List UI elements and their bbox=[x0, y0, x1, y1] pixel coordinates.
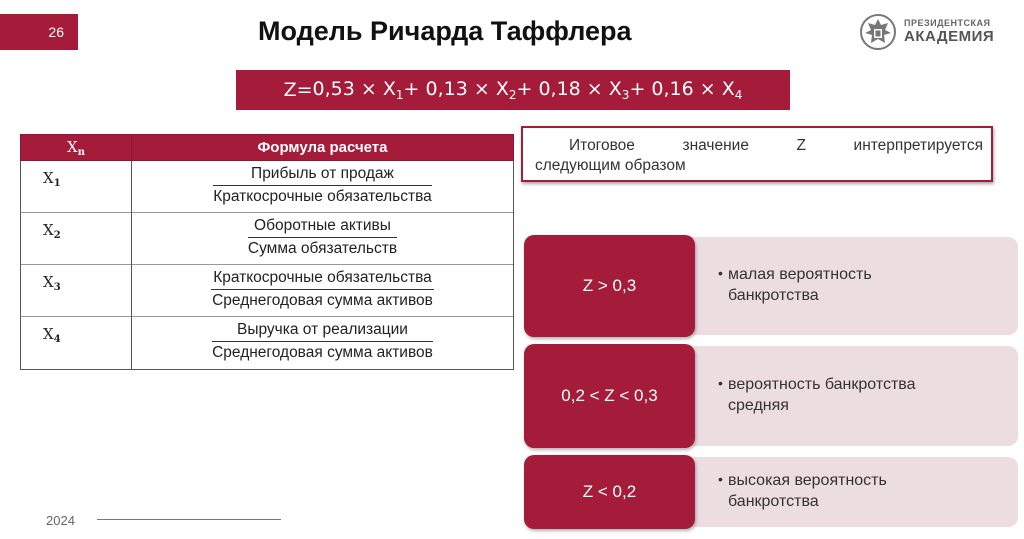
condition-label: Z < 0,2 bbox=[524, 455, 695, 529]
condition-meaning bbox=[690, 237, 1018, 335]
page-title: Модель Ричарда Таффлера bbox=[258, 16, 632, 46]
table-row bbox=[21, 317, 514, 370]
page-number: 26 bbox=[48, 24, 64, 40]
interpretation-line-2: следующим образом bbox=[535, 157, 686, 175]
condition-label: Z > 0,3 bbox=[524, 235, 695, 337]
numerator: Краткосрочные обязательства bbox=[211, 269, 434, 290]
table-row bbox=[21, 213, 514, 265]
logo-text bbox=[904, 19, 994, 44]
condition-row-mid-z bbox=[524, 344, 1018, 448]
condition-meaning bbox=[690, 457, 1018, 527]
formula-lhs: Z bbox=[283, 79, 297, 101]
variable-cell: $X_2$ bbox=[21, 213, 132, 265]
fraction-cell bbox=[132, 317, 514, 370]
page-number-badge bbox=[0, 14, 78, 50]
formula-term-4: + $0,16 \times X_4$ bbox=[629, 78, 743, 102]
footer-divider bbox=[97, 519, 281, 520]
denominator: Среднегодовая сумма активов bbox=[212, 344, 433, 361]
eagle-emblem-icon bbox=[858, 12, 898, 52]
formula-term-1: $0,53 \times X_1$ bbox=[312, 78, 404, 102]
formula-term-3: + $0,18 \times X_3$ bbox=[516, 78, 630, 102]
interpretation-box bbox=[521, 126, 993, 182]
variable-cell: $X_1$ bbox=[21, 161, 132, 213]
fraction-cell bbox=[132, 213, 514, 265]
formula-table bbox=[20, 134, 514, 370]
logo-line-2: АКАДЕМИЯ bbox=[904, 27, 995, 45]
condition-row-high-z bbox=[524, 235, 1018, 337]
variable-cell: $X_3$ bbox=[21, 265, 132, 317]
meaning-bullet: • высокая вероятность банкротства bbox=[718, 471, 887, 513]
table-row bbox=[21, 161, 514, 213]
logo-line-1: ПРЕЗИДЕНТСКАЯ bbox=[904, 18, 991, 29]
condition-meaning bbox=[690, 346, 1018, 446]
meaning-bullet: • малая вероятность банкротства bbox=[718, 265, 872, 307]
denominator: Краткосрочные обязательства bbox=[213, 188, 432, 205]
meaning-bullet: • вероятность банкротства средняя bbox=[718, 375, 916, 417]
denominator: Среднегодовая сумма активов bbox=[212, 292, 433, 309]
fraction-cell bbox=[132, 161, 514, 213]
column-header-x: $X_n$ bbox=[21, 135, 132, 161]
numerator: Выручка от реализации bbox=[212, 321, 433, 342]
numerator: Оборотные активы bbox=[248, 217, 397, 238]
interpretation-line-1: Итоговое значение Z интерпретируется bbox=[569, 137, 983, 154]
fraction-cell bbox=[132, 265, 514, 317]
logo bbox=[858, 10, 998, 54]
column-header-formula: Формула расчета bbox=[132, 135, 514, 161]
variable-cell: $X_4$ bbox=[21, 317, 132, 370]
formula-term-2: + $0,13 \times X_2$ bbox=[403, 78, 517, 102]
table-header-row bbox=[21, 135, 514, 161]
formula-equals: = bbox=[296, 79, 313, 101]
table-row bbox=[21, 265, 514, 317]
formula-banner bbox=[236, 70, 790, 110]
condition-label: 0,2 < Z < 0,3 bbox=[524, 344, 695, 448]
condition-row-low-z bbox=[524, 455, 1018, 529]
numerator: Прибыль от продаж bbox=[213, 165, 432, 186]
denominator: Сумма обязательств bbox=[247, 240, 398, 257]
footer-year: 2024 bbox=[46, 513, 75, 528]
